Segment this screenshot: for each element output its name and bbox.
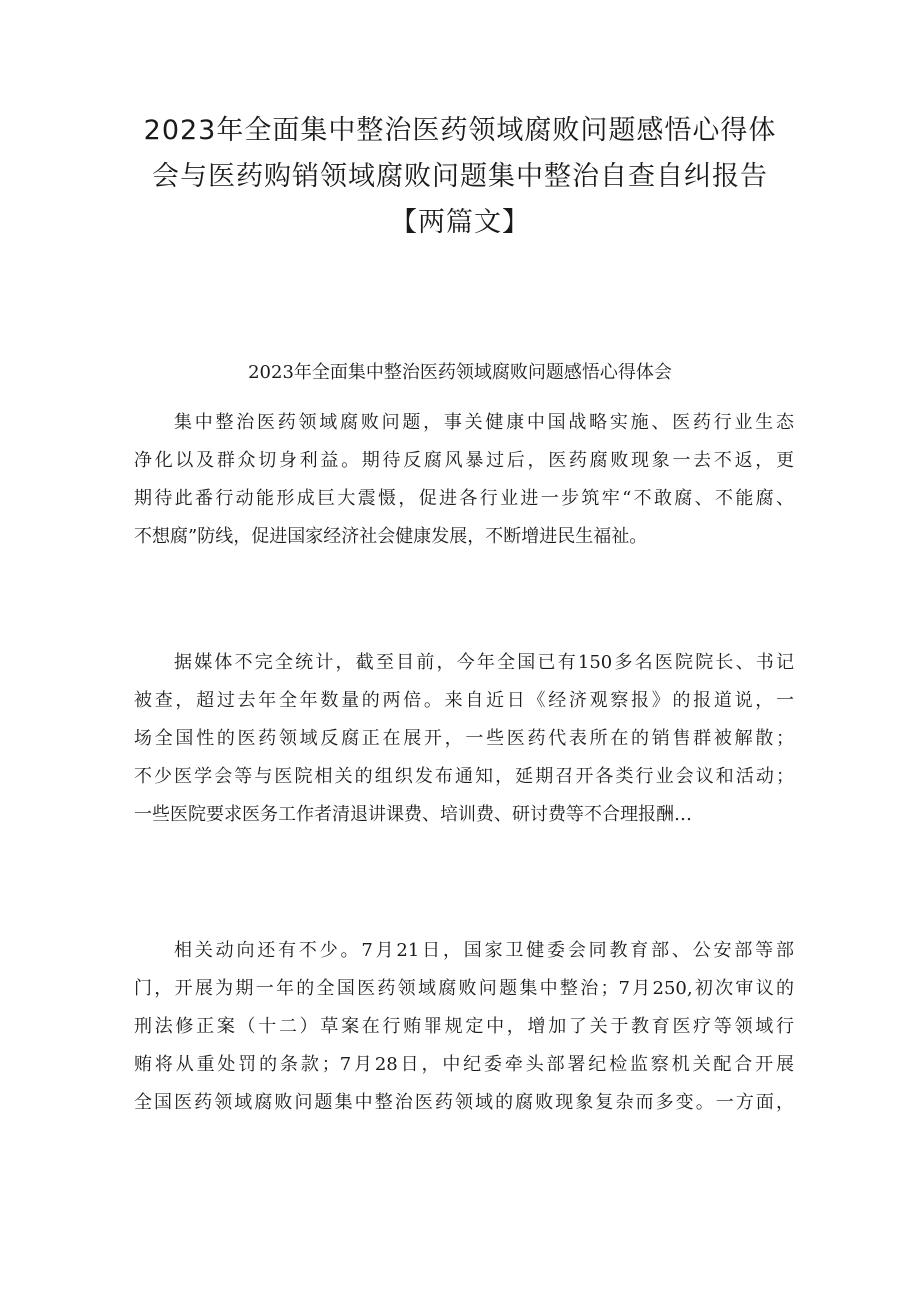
paragraph-1: [134, 404, 794, 556]
title-line-1: 2023年全面集中整治医药领域腐败问题感悟心得体: [143, 115, 777, 146]
paragraph-line: 门，开展为期一年的全国医药领域腐败问题集中整治；7月250,初次审议的: [134, 978, 794, 999]
section-title: 2023年全面集中整治医药领域腐败问题感悟心得体会: [248, 362, 672, 383]
paragraph-line: 一些医院要求医务工作者清退讲课费、培训费、研讨费等不合理报酬…: [134, 804, 692, 825]
paragraph-line: 刑法修正案（十二）草案在行贿罪规定中，增加了关于教育医疗等领域行: [134, 1016, 794, 1037]
document-title: [100, 108, 820, 246]
paragraph-line: 贿将从重处罚的条款；7月28日，中纪委牵头部署纪检监察机关配合开展: [134, 1054, 794, 1075]
paragraph-line: 相关动向还有不少。7月21日，国家卫健委会同教育部、公安部等部: [174, 940, 794, 961]
title-line-2: 会与医药购销领域腐败问题集中整治自查自纠报告: [152, 161, 768, 192]
paragraph-2: [134, 644, 794, 834]
paragraph-line: 期待此番行动能形成巨大震慑，促进各行业进一步筑牢“不敢腐、不能腐、: [134, 488, 794, 509]
paragraph-line: 集中整治医药领域腐败问题，事关健康中国战略实施、医药行业生态: [174, 412, 794, 433]
paragraph-line: 据媒体不完全统计，截至目前，今年全国已有150多名医院院长、书记: [174, 652, 794, 673]
paragraph-line: 被查，超过去年全年数量的两倍。来自近日《经济观察报》的报道说，一: [134, 690, 794, 711]
paragraph-line: 场全国性的医药领域反腐正在展开，一些医药代表所在的销售群被解散；: [134, 728, 794, 749]
paragraph-line: 不少医学会等与医院相关的组织发布通知，延期召开各类行业会议和活动；: [134, 766, 794, 787]
paragraph-line: 不想腐”防线，促进国家经济社会健康发展，不断增进民生福祉。: [134, 526, 648, 547]
paragraph-3: [134, 932, 794, 1122]
paragraph-line: 全国医药领域腐败问题集中整治医药领域的腐败现象复杂而多变。一方面，: [134, 1092, 794, 1113]
title-line-3: 【两篇文】: [390, 207, 530, 238]
paragraph-line: 净化以及群众切身利益。期待反腐风暴过后，医药腐败现象一去不返，更: [134, 450, 794, 471]
